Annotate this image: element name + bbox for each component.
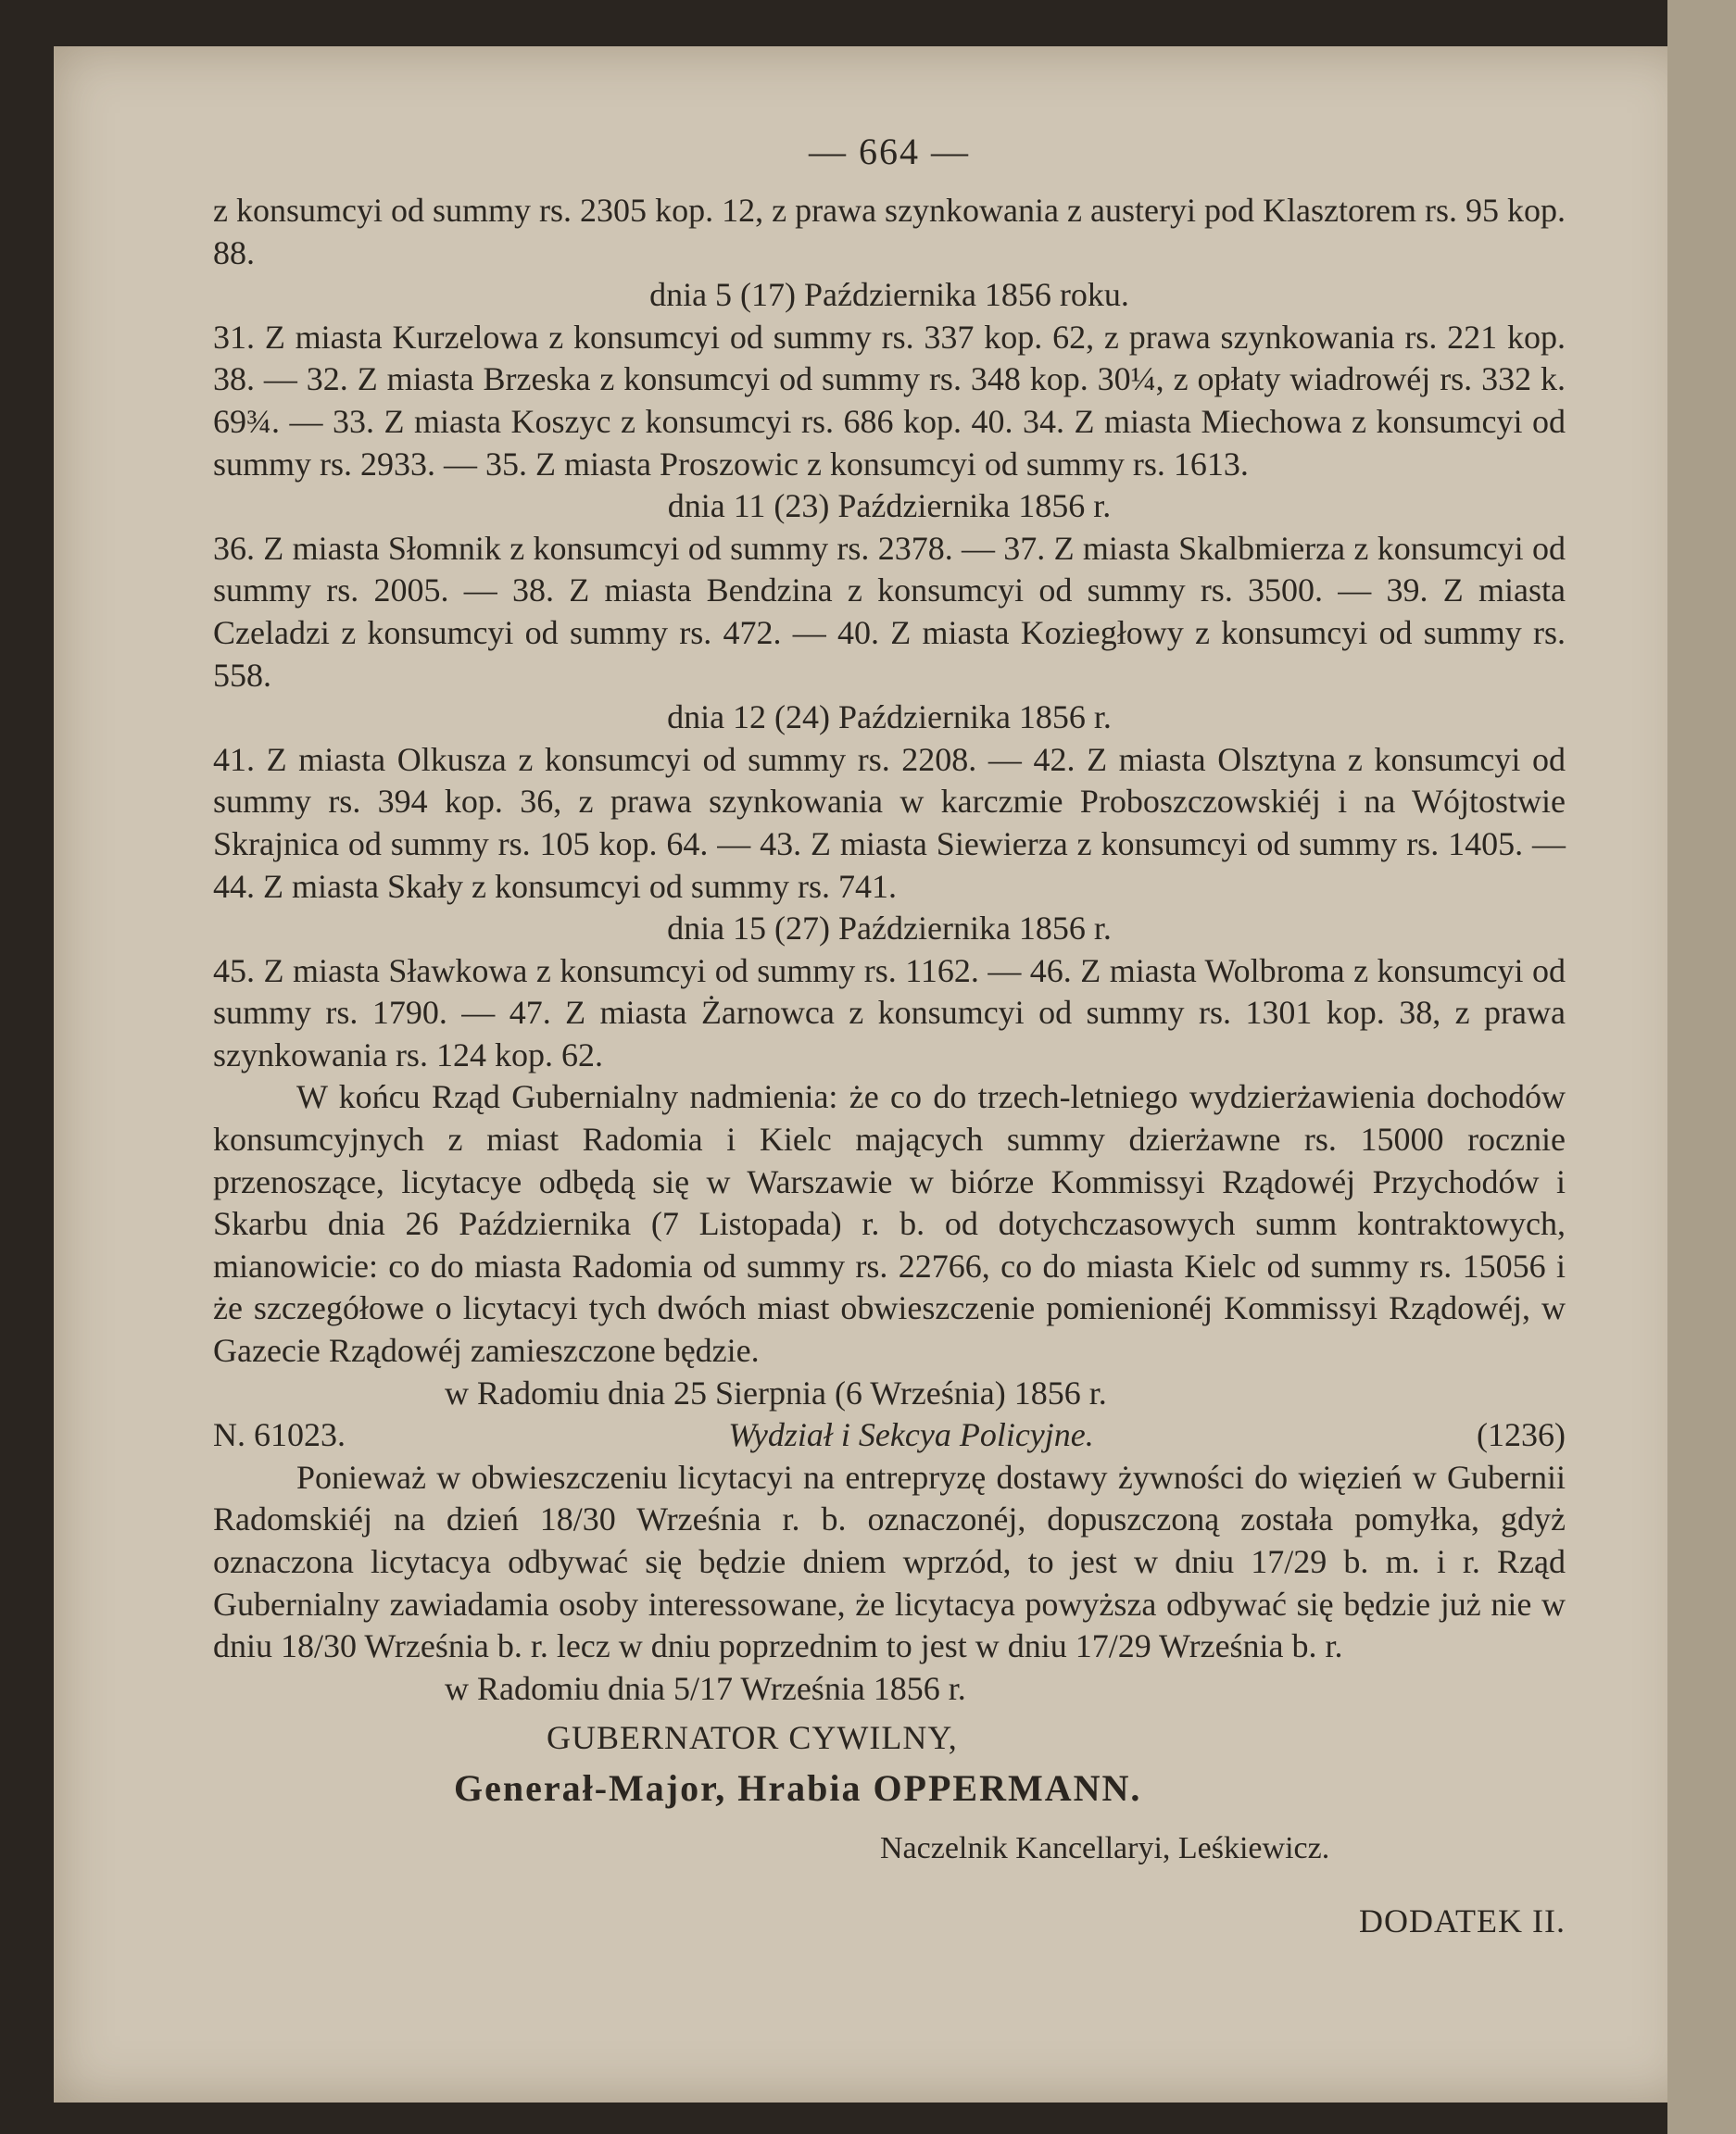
text-block-2: 36. Z miasta Słomnik z konsumcyi od summy rs. 2378. — 37. Z miasta Skalbmierza z konsumcyi od summy rs. 2005. — 38. Z miasta Bendzina z konsumcyi od summy rs. 3500. — 39. Z miasta Czeladzi z konsumcyi od summy rs. 472. — 40. Z miasta Koziegłowy z konsumcyi od summy rs. 558. [213,529,1566,694]
notice-ref: (1236) [1477,1416,1566,1454]
date-heading-3: dnia 12 (24) Października 1856 r. [667,698,1112,736]
date-heading-2: dnia 11 (23) Października 1856 r. [667,487,1112,525]
text-block-6: Ponieważ w obwieszczeniu licytacyi na entrepryzę dostawy żywności do więzień w Gubernii Radomskiéj na dzień 18/30 Września r. b. oznaczonéj, dopuszczoną została pomyłka, gdyż oznaczona licytacya odbywać się będzie dniem wprzód, to jest w dniu 17/29 b. m. i r. Rząd Gubernialny zawiadamia osoby interessowane, że licytacya powyższa odbywać się będzie już nie w dniu 18/30 Września b. r. lecz w dniu poprzednim to jest w dniu 17/29 Września b. r. [213,1458,1566,1665]
text-block-4: 45. Z miasta Sławkowa z konsumcyi od summy rs. 1162. — 46. Z miasta Wolbroma z konsumcyi od summy rs. 1790. — 47. Z miasta Żarnowca z konsumcyi od summy rs. 1301 kop. 38, z prawa szynkowania rs. 124 kop. 62. [213,951,1566,1073]
notice-header [213,1414,1566,1457]
chancellery-signature: Naczelnik Kancellaryi, Leśkiewicz. [880,1831,1330,1866]
supplement-label: DODATEK II. [1359,1902,1566,1940]
signer-title: GUBERNATOR CYWILNY, [547,1719,958,1757]
date-heading-1: dnia 5 (17) Października 1856 roku. [649,276,1129,314]
place-date-2: w Radomiu dnia 5/17 Września 1856 r. [445,1669,966,1707]
text-block-1: 31. Z miasta Kurzelowa z konsumcyi od summy rs. 337 kop. 62, z prawa szynkowania rs. 221 kop. 38. — 32. Z miasta Brzeska z konsumcyi od summy rs. 348 kop. 30¼, z opłaty wiadrowéj rs. 332 k. 69¾. — 33. Z miasta Koszyc z konsumcyi rs. 686 kop. 40. 34. Z miasta Miechowa z konsumcyi od summy rs. 2933. — 35. Z miasta Proszowic z konsumcyi od summy rs. 1613. [213,318,1566,483]
notice-number: N. 61023. [213,1416,346,1454]
text-block-intro: z konsumcyi od summy rs. 2305 kop. 12, z prawa szynkowania z austeryi pod Klasztorem rs. 95 kop. 88. [213,192,1566,271]
text-block-5: W końcu Rząd Gubernialny nadmienia: że co do trzech-letniego wydzierżawienia dochodów konsumcyjnych z miast Radomia i Kielc mających summy dzierżawne rs. 15000 rocznie przenoszące, licytacye odbędą się w Warszawie w biórze Kommissyi Rządowéj Przychodów i Skarbu dnia 26 Października (7 Listopada) r. b. od dotychczasowych summ kontraktowych, mianowicie: co do miasta Radomia od summy rs. 22766, co do miasta Kielc od summy rs. 15056 i że szczegółowe o licytacyi tych dwóch miast obwieszczenie pomienionéj Kommissyi Rządowéj, w Gazecie Rządowéj zamieszczone będzie. [213,1078,1566,1370]
signer-name: Generał-Major, Hrabia OPPERMANN. [454,1767,1142,1810]
date-heading-4: dnia 15 (27) Października 1856 r. [667,910,1112,948]
place-date-1: w Radomiu dnia 25 Sierpnia (6 Września) 1856 r. [445,1374,1107,1412]
page-edge [1667,0,1736,2134]
page-number: — 664 — [809,131,970,172]
text-block-3: 41. Z miasta Olkusza z konsumcyi od summy rs. 2208. — 42. Z miasta Olsztyna z konsumcyi od summy rs. 394 kop. 36, z prawa szynkowania w karczmie Proboszczowskiéj i na Wójtostwie Skrajnica od summy rs. 105 kop. 64. — 43. Z miasta Siewierza z konsumcyi od summy rs. 1405. — 44. Z miasta Skały z konsumcyi od summy rs. 741. [213,740,1566,905]
document-page [213,130,1566,1945]
notice-department: Wydział i Sekcya Policyjne. [728,1416,1094,1454]
